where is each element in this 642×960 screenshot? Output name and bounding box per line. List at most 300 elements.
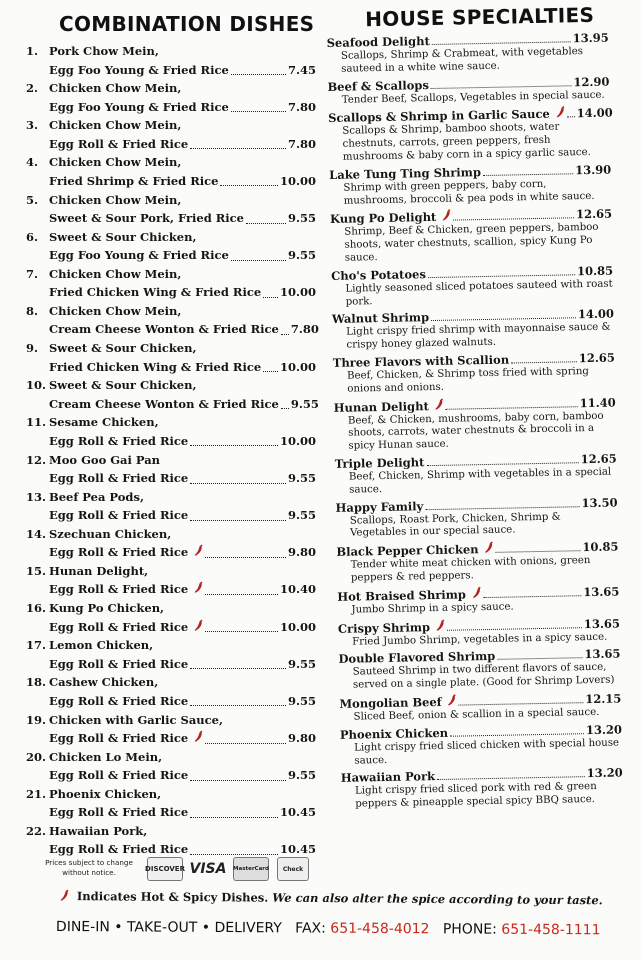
- fax-number: 651-458-4012: [330, 920, 430, 938]
- combo-main-dish: Sweet & Sour Chicken,: [49, 341, 197, 356]
- combo-sides: Fried Shrimp & Fried Rice: [49, 173, 219, 188]
- specialty-description: Scallops & Shrimp, bamboo shoots, water chestnuts, carrots, green peppers, fresh mushrooms & baby corn in a spicy garlic sauce.: [342, 121, 591, 163]
- combo-main-dish: Cashew Chicken,: [49, 675, 159, 690]
- combo-price: 9.55: [287, 248, 316, 263]
- specialty-description: Light crispy fried shrimp with mayonnaise sauce & crispy honey glazed walnuts.: [346, 321, 611, 351]
- specialty-item: [341, 766, 624, 812]
- combo-main-dish: Chicken Chow Mein,: [49, 118, 182, 133]
- dot-leader: [567, 117, 575, 118]
- specialty-description: Shrimp, Beef & Chicken, green peppers, bamboo shoots, water chestnuts, scallion, spicy Kung Po sauce.: [344, 222, 599, 264]
- spicy-legend-italic: We can also alter the spice according to your taste.: [272, 890, 603, 908]
- combo-item: [26, 525, 316, 562]
- specialty-name: Double Flavored Shrimp: [338, 649, 496, 667]
- mastercard-label: MasterCard: [233, 866, 269, 872]
- combo-sides: Egg Roll & Fried Rice: [49, 508, 189, 523]
- chili-pepper-icon: [60, 889, 69, 901]
- specialty-description: Sliced Beef, onion & scallion in a special sauce.: [353, 706, 600, 723]
- combo-price: 10.00: [279, 173, 316, 188]
- combo-item: [26, 191, 316, 228]
- combo-number: 20.: [26, 749, 47, 764]
- combo-sides: Egg Roll & Fried Rice: [49, 582, 189, 597]
- dot-leader: [431, 318, 576, 322]
- combination-column: [26, 12, 319, 859]
- combination-title: COMBINATION DISHES: [59, 12, 315, 36]
- dot-leader: [483, 595, 581, 598]
- combo-price: 10.45: [279, 805, 316, 820]
- combo-number: 12.: [26, 452, 47, 467]
- combo-main-dish: Phoenix Chicken,: [49, 786, 162, 801]
- combo-sides: Egg Roll & Fried Rice: [49, 545, 189, 560]
- combo-sides: Cream Cheese Wonton & Fried Rice: [49, 396, 279, 411]
- combo-sides: Egg Foo Young & Fried Rice: [49, 248, 229, 263]
- dot-leader: [483, 173, 573, 176]
- chili-pepper-icon: [472, 586, 481, 598]
- combo-sides-line: [49, 803, 316, 822]
- combo-sides-line: [49, 729, 316, 748]
- dot-leader: [431, 85, 572, 89]
- combo-sides-line: [49, 283, 316, 302]
- specialty-price: 13.20: [585, 722, 623, 737]
- specialty-price: 11.40: [579, 395, 616, 410]
- combo-main-dish: Chicken with Garlic Sauce,: [49, 712, 223, 727]
- combo-item: [26, 673, 316, 710]
- combo-item: [26, 599, 316, 636]
- combo-body: [49, 42, 316, 79]
- combo-sides: Fried Chicken Wing & Fried Rice: [49, 359, 262, 374]
- combo-number: 2.: [26, 81, 39, 96]
- combo-sides-line: [49, 135, 316, 154]
- combo-price: 10.00: [279, 433, 316, 448]
- dot-leader: [426, 462, 578, 466]
- specialty-description: Beef, Chicken, & Shrimp toss fried with spring onions and onions.: [346, 365, 589, 395]
- combo-body: [49, 191, 316, 228]
- specialties-column: [326, 3, 623, 812]
- combo-body: [49, 599, 316, 636]
- check-label: Check: [282, 865, 304, 873]
- specialty-name: Cho's Potatoes: [331, 266, 426, 283]
- specialty-name: Hawaiian Pork: [340, 769, 436, 786]
- specialty-description: Jumbo Shrimp in a spicy sauce.: [351, 601, 514, 616]
- combo-body: [49, 711, 316, 748]
- combo-price: 7.80: [290, 322, 319, 337]
- specialty-name: Happy Family: [335, 498, 424, 515]
- specialty-name: Beef & Scallops: [327, 77, 429, 94]
- chili-pepper-icon: [194, 581, 203, 593]
- combo-main-dish: Lemon Chicken,: [49, 638, 154, 653]
- specialty-name: Hunan Delight: [333, 398, 429, 415]
- dot-leader: [263, 297, 278, 298]
- dot-leader: [190, 668, 286, 669]
- combo-body: [49, 785, 316, 822]
- combo-price: 7.80: [287, 99, 316, 114]
- specialty-description: Tender white meat chicken with onions, green peppers & red peppers.: [350, 555, 591, 584]
- combo-sides-line: [49, 766, 316, 785]
- combo-main-dish: Chicken Lo Mein,: [49, 749, 163, 764]
- dot-leader: [190, 148, 286, 149]
- specialty-item: [334, 394, 617, 454]
- combo-sides-line: [49, 209, 316, 228]
- specialty-name: Mongolian Beef: [339, 694, 442, 711]
- specialty-description: Shrimp with green peppers, baby corn, mushrooms, broccoli & pea pods in white sauce.: [343, 178, 595, 207]
- specialty-price: 13.20: [586, 765, 623, 781]
- combo-number: 9.: [26, 341, 39, 356]
- combo-sides: Egg Roll & Fried Rice: [49, 842, 189, 857]
- combo-sides-line: [49, 395, 319, 414]
- combo-number: 5.: [26, 192, 39, 207]
- dot-leader: [246, 223, 286, 224]
- specialty-price: 14.00: [576, 105, 613, 121]
- specialty-name: Three Flavors with Scallion: [332, 352, 510, 370]
- combo-body: [49, 413, 316, 450]
- combo-price: 9.55: [290, 396, 319, 411]
- dot-leader: [190, 520, 286, 521]
- specialty-name: Kung Po Delight: [329, 210, 437, 227]
- specialties-title: HOUSE SPECIALTIES: [364, 2, 595, 32]
- chili-pepper-icon: [448, 694, 457, 706]
- combo-main-dish: Hawaiian Pork,: [49, 823, 148, 838]
- specialty-price: 12.65: [575, 206, 613, 222]
- combo-number: 14.: [26, 526, 47, 541]
- dot-leader: [511, 361, 577, 363]
- specialty-description: Scallops, Roast Pork, Chicken, Shrimp & Vegetables in our special sauce.: [349, 511, 561, 539]
- chili-pepper-icon: [484, 541, 493, 553]
- specialty-price: 13.90: [575, 162, 612, 178]
- dot-leader: [231, 74, 286, 75]
- specialty-item: [328, 105, 611, 165]
- specialty-price: 13.65: [584, 646, 621, 662]
- dot-leader: [205, 557, 286, 558]
- combo-body: [49, 562, 316, 599]
- combo-item: [26, 153, 316, 190]
- combo-price: 9.55: [287, 768, 316, 783]
- specialty-description: Light crispy fried sliced pork with red & green peppers & pineapple special spicy BBQ sauce.: [354, 781, 597, 810]
- specialty-item: [327, 31, 610, 77]
- combo-sides: Egg Roll & Fried Rice: [49, 731, 189, 746]
- combo-sides-line: [49, 98, 316, 117]
- combo-main-dish: Pork Chow Mein,: [49, 44, 159, 58]
- combo-main-dish: Chicken Chow Mein,: [49, 303, 182, 318]
- combo-sides: Egg Foo Young & Fried Rice: [49, 62, 229, 77]
- combo-number: 3.: [26, 118, 39, 133]
- dot-leader: [496, 550, 581, 553]
- fax-label: FAX:: [295, 920, 326, 937]
- dot-leader: [497, 658, 582, 661]
- combo-number: 7.: [26, 266, 39, 281]
- combo-sides: Egg Roll & Fried Rice: [49, 693, 189, 708]
- chili-pepper-icon: [194, 730, 203, 742]
- combo-item: [26, 339, 316, 376]
- combo-item: [26, 413, 316, 450]
- dot-leader: [231, 260, 286, 261]
- specialty-description: Beef, Chicken, Shrimp with vegetables in a special sauce.: [348, 466, 612, 496]
- chili-pepper-icon: [436, 618, 445, 630]
- specialty-name: Lake Tung Ting Shrimp: [329, 164, 482, 182]
- specialty-description: Tender Beef, Scallops, Vegetables in special sauce.: [341, 89, 605, 106]
- specialty-price: 13.65: [583, 615, 620, 631]
- combo-sides: Sweet & Sour Pork, Fried Rice: [49, 211, 244, 226]
- combo-item: [26, 265, 316, 302]
- combo-item: [26, 562, 316, 599]
- specialty-description: Beef, & Chicken, mushrooms, baby corn, bamboo shoots, carrots, water chestnuts & broccoli in a spicy Hunan sauce.: [347, 410, 604, 452]
- specialty-name: Crispy Shrimp: [337, 619, 431, 636]
- contact-bar: [56, 919, 601, 938]
- specialty-price: 12.90: [573, 74, 610, 89]
- combo-price: 10.45: [279, 842, 316, 857]
- combo-main-dish: Chicken Chow Mein,: [49, 81, 182, 96]
- combo-number: 21.: [26, 786, 47, 801]
- specialty-item: [335, 451, 618, 497]
- dot-leader: [263, 371, 278, 372]
- combo-main-dish: Kung Po Chicken,: [49, 601, 165, 616]
- combo-item: [26, 228, 316, 265]
- combination-list: [26, 42, 319, 859]
- combo-main-dish: Chicken Chow Mein,: [49, 192, 182, 207]
- combo-sides-line: [49, 469, 316, 488]
- combo-item: [26, 376, 319, 413]
- specialty-item: [332, 307, 615, 353]
- dot-leader: [446, 406, 578, 410]
- dot-leader: [190, 817, 278, 818]
- specialty-price: 13.95: [572, 30, 609, 46]
- services-text: DINE-IN • TAKE-OUT • DELIVERY: [55, 919, 282, 937]
- combo-sides-line: [49, 506, 316, 525]
- combo-main-dish: Chicken Chow Mein,: [49, 155, 182, 170]
- combo-price: 10.00: [279, 619, 316, 634]
- check-icon: [277, 857, 309, 881]
- combo-main-dish: Sesame Chicken,: [49, 415, 159, 430]
- combo-item: [26, 636, 316, 673]
- dot-leader: [205, 743, 286, 744]
- dot-leader: [205, 631, 278, 632]
- combo-sides-line: [49, 618, 316, 637]
- specialty-description: Fried Jumbo Shrimp, vegetables in a spicy sauce.: [352, 631, 608, 648]
- combo-item: [26, 116, 316, 153]
- specialty-name: Seafood Delight: [326, 34, 430, 50]
- specialty-item: [338, 615, 621, 649]
- combo-main-dish: Sweet & Sour Chicken,: [49, 378, 197, 393]
- dot-leader: [231, 111, 286, 112]
- dot-leader: [190, 705, 286, 706]
- dot-leader: [220, 185, 278, 186]
- combo-body: [49, 79, 316, 116]
- specialty-item: [330, 206, 613, 266]
- dot-leader: [428, 274, 575, 278]
- dot-leader: [190, 483, 286, 484]
- combo-number: 13.: [26, 489, 47, 504]
- dot-leader: [437, 776, 585, 780]
- combo-sides: Fried Chicken Wing & Fried Rice: [49, 285, 262, 300]
- combo-item: [26, 79, 316, 116]
- combo-sides: Egg Roll & Fried Rice: [49, 471, 189, 486]
- combo-price: 10.40: [279, 582, 316, 597]
- combo-item: [26, 451, 316, 488]
- combo-number: 1.: [26, 44, 39, 58]
- combo-price: 9.80: [287, 545, 316, 560]
- payment-cards: [147, 857, 309, 881]
- specialty-item: [329, 162, 612, 208]
- combo-body: [49, 302, 319, 339]
- dot-leader: [453, 218, 574, 221]
- combo-price: 9.55: [287, 656, 316, 671]
- combo-price: 7.45: [287, 62, 316, 77]
- chili-pepper-icon: [556, 106, 565, 118]
- combo-price: 9.55: [287, 508, 316, 523]
- specialty-name: Walnut Shrimp: [331, 310, 430, 327]
- combo-price: 9.55: [287, 471, 316, 486]
- combo-body: [49, 525, 316, 562]
- combo-body: [49, 451, 316, 488]
- combo-body: [49, 636, 316, 673]
- combo-number: 4.: [26, 155, 39, 170]
- price-notice-line2: without notice.: [62, 868, 116, 877]
- specialty-name: Black Pepper Chicken: [336, 542, 479, 560]
- combo-number: 10.: [26, 378, 47, 393]
- phone-label: PHONE:: [442, 921, 497, 938]
- dot-leader: [281, 334, 289, 335]
- dot-leader: [459, 702, 584, 705]
- dot-leader: [447, 627, 582, 631]
- dot-leader: [190, 780, 286, 781]
- combo-main-dish: Chicken Chow Mein,: [49, 266, 182, 281]
- combo-sides-line: [49, 61, 316, 80]
- combo-number: 19.: [26, 712, 47, 727]
- combo-item: [26, 748, 316, 785]
- specialty-name: Triple Delight: [334, 455, 425, 471]
- combo-body: [49, 673, 316, 710]
- combo-number: 16.: [26, 601, 47, 616]
- combo-item: [26, 488, 316, 525]
- dot-leader: [281, 408, 289, 409]
- price-notice: [34, 858, 144, 878]
- combo-sides: Egg Roll & Fried Rice: [49, 768, 189, 783]
- combo-body: [49, 339, 316, 376]
- combo-item: [26, 711, 316, 748]
- combo-body: [49, 153, 316, 190]
- combo-sides-line: [49, 246, 316, 265]
- combo-sides: Cream Cheese Wonton & Fried Rice: [49, 322, 279, 337]
- phone-number: 651-458-1111: [501, 921, 601, 939]
- combo-sides-line: [49, 655, 316, 674]
- combo-sides-line: [49, 320, 319, 339]
- specialty-price: 10.85: [576, 263, 614, 278]
- specialty-price: 10.85: [582, 539, 619, 555]
- specialty-item: [331, 263, 614, 309]
- combo-sides-line: [49, 580, 316, 599]
- specialty-item: [340, 722, 623, 768]
- dot-leader: [190, 854, 278, 855]
- dot-leader: [450, 733, 584, 737]
- chili-pepper-icon: [194, 619, 203, 631]
- chili-pepper-icon: [194, 544, 203, 556]
- combo-price: 10.00: [279, 285, 316, 300]
- specialty-name: Scallops & Shrimp in Garlic Sauce: [327, 107, 550, 126]
- combo-price: 9.55: [287, 211, 316, 226]
- combo-sides-line: [49, 172, 316, 191]
- specialty-price: 14.00: [577, 306, 615, 322]
- combo-body: [49, 488, 316, 525]
- specialty-description: Light crispy fried sliced chicken with special house sauce.: [354, 737, 620, 767]
- dot-leader: [190, 445, 278, 446]
- combo-number: 11.: [26, 415, 47, 430]
- specialties-list: [327, 31, 624, 812]
- price-notice-line1: Prices subject to change: [45, 858, 133, 867]
- combo-price: 9.55: [287, 693, 316, 708]
- spicy-legend-text: Indicates Hot & Spicy Dishes.: [76, 889, 269, 905]
- combo-body: [49, 748, 316, 785]
- combo-body: [49, 116, 316, 153]
- spicy-legend: [60, 889, 603, 907]
- combo-item: [26, 42, 316, 79]
- combo-number: 15.: [26, 563, 47, 578]
- combo-main-dish: Beef Pea Pods,: [49, 489, 144, 504]
- combo-sides: Egg Roll & Fried Rice: [49, 656, 189, 671]
- combo-number: 17.: [26, 638, 47, 653]
- specialty-price: 12.65: [578, 350, 615, 366]
- specialty-item: [337, 583, 620, 617]
- specialty-price: 12.65: [580, 451, 617, 467]
- discover-card-logo: DISCOVER: [147, 857, 183, 881]
- specialty-name: Phoenix Chicken: [339, 725, 449, 742]
- chili-pepper-icon: [435, 397, 444, 409]
- mastercard-logo: [233, 857, 269, 881]
- specialty-price: 13.50: [581, 495, 618, 510]
- specialty-description: Lightly seasoned sliced potatoes sauteed with roast pork.: [345, 278, 613, 308]
- combo-price: 9.80: [287, 731, 316, 746]
- specialty-price: 13.65: [583, 584, 620, 599]
- specialty-item: [339, 690, 622, 724]
- combo-sides-line: [49, 358, 316, 377]
- visa-card-logo: VISA: [189, 861, 227, 877]
- combo-main-dish: Moo Goo Gai Pan: [49, 452, 161, 467]
- combo-body: [49, 265, 316, 302]
- combo-item: [26, 302, 319, 339]
- combo-sides: Egg Roll & Fried Rice: [49, 136, 189, 151]
- specialty-item: [333, 350, 616, 396]
- dot-leader: [425, 506, 579, 510]
- specialty-item: [335, 495, 618, 541]
- combo-sides-line: [49, 432, 316, 451]
- specialty-item: [338, 647, 621, 693]
- combo-body: [49, 376, 319, 413]
- combo-number: 6.: [26, 229, 39, 244]
- specialty-price: 12.15: [585, 691, 622, 707]
- combo-sides-line: [49, 692, 316, 711]
- combo-body: [49, 228, 316, 265]
- combo-main-dish: Hunan Delight,: [49, 563, 149, 578]
- combo-number: 18.: [26, 675, 47, 690]
- combo-main-dish: Sweet & Sour Chicken,: [49, 229, 197, 244]
- specialty-item: [336, 539, 619, 586]
- dot-leader: [205, 594, 278, 595]
- combo-price: 7.80: [287, 136, 316, 151]
- combo-main-dish: Szechuan Chicken,: [49, 526, 172, 541]
- specialty-name: Hot Braised Shrimp: [337, 587, 467, 604]
- combo-item: [26, 822, 316, 859]
- chili-pepper-icon: [442, 209, 451, 221]
- combo-item: [26, 785, 316, 822]
- combo-sides: Egg Roll & Fried Rice: [49, 433, 189, 448]
- combo-number: 8.: [26, 303, 39, 318]
- combo-body: [49, 822, 316, 859]
- combo-sides: Egg Roll & Fried Rice: [49, 805, 189, 820]
- combo-sides: Egg Foo Young & Fried Rice: [49, 99, 229, 114]
- specialty-item: [327, 74, 609, 107]
- combo-sides: Egg Roll & Fried Rice: [49, 619, 189, 634]
- combo-price: 10.00: [279, 359, 316, 374]
- specialty-description: Sauteed Shrimp in two different flavors of sauce, served on a single plate. (Good for Shrimp Lovers): [352, 662, 615, 691]
- dot-leader: [432, 41, 571, 45]
- combo-number: 22.: [26, 823, 47, 838]
